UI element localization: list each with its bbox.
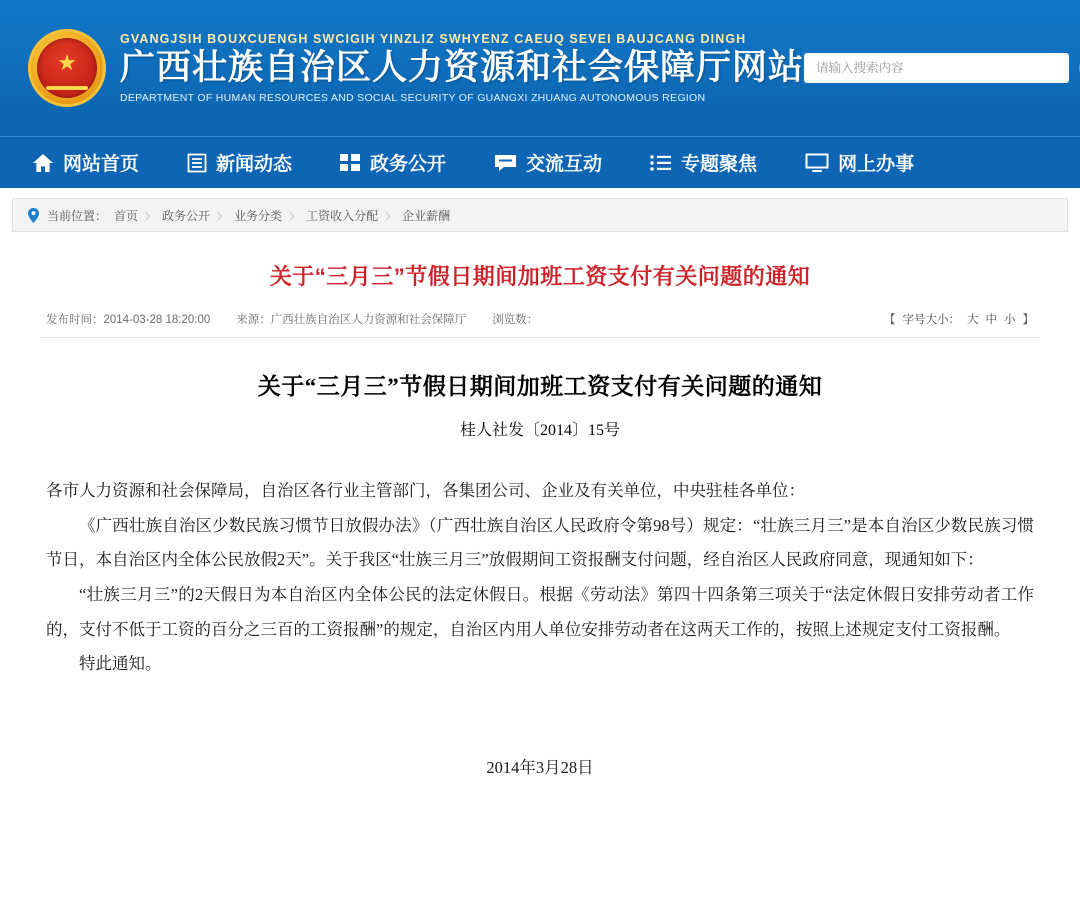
view-count: 浏览数： — [492, 314, 539, 326]
font-size-medium[interactable]: 中 — [985, 314, 997, 326]
site-title: 广西壮族自治区人力资源和社会保障厅网站 — [120, 48, 805, 88]
nav-item-home[interactable] — [8, 137, 163, 189]
bracket-right: 】 — [1022, 314, 1034, 326]
page-title: 关于“三月三”节假日期间加班工资支付有关问题的通知 — [269, 264, 811, 289]
site-header — [0, 0, 1080, 136]
list-icon — [650, 154, 672, 172]
search-box[interactable] — [804, 53, 1069, 83]
search-input[interactable] — [814, 60, 1059, 76]
search-area — [804, 53, 1080, 83]
document-date: 2014年3月28日 — [486, 757, 594, 777]
nav-item-topics[interactable] — [626, 137, 781, 189]
paragraph-provision: “壮族三月三”的2天假日为本自治区内全体公民的法定休假日。根据《劳动法》第四十四条第三项关于“法定休假日安排劳动者工作的，支付不低于工资的百分之三百的工资报酬”的规定，自治区内用人单位安排劳动者在这两天工作的，按照上述规定支付工资报酬。 — [46, 584, 1034, 639]
nav-item-online-service[interactable] — [781, 137, 938, 189]
nav-label-interaction: 交流互动 — [526, 154, 603, 175]
news-icon — [187, 153, 207, 173]
national-emblem-icon: ★ — [28, 29, 106, 107]
chat-icon — [494, 153, 517, 173]
nav-item-news[interactable] — [163, 137, 316, 189]
monitor-icon — [805, 153, 829, 173]
nav-item-government-affairs[interactable] — [316, 137, 470, 189]
site-title-pinyin: GVANGJSIH BOUXCUENGH SWCIGIH YINZLIZ SWHYENZ CAEUQ SEVEI BAUJCANG DINGH — [120, 32, 747, 47]
breadcrumb-prefix: 当前位置： — [47, 208, 108, 223]
location-pin-icon — [27, 208, 40, 223]
paragraph-closing: 特此通知。 — [79, 654, 162, 674]
nav-item-interaction[interactable] — [470, 137, 626, 189]
breadcrumb-item-home[interactable]: 首页 — [114, 208, 139, 223]
breadcrumb-item-business-category[interactable]: 业务分类 — [234, 208, 283, 223]
breadcrumb-separator: 〉 — [289, 211, 300, 223]
document-number: 桂人社发〔2014〕15号 — [459, 422, 620, 439]
grid-icon — [340, 153, 361, 173]
breadcrumb — [12, 198, 1068, 232]
nav-label-online-service: 网上办事 — [838, 154, 915, 175]
paragraph-salutation: 各市人力资源和社会保障局，自治区各行业主管部门，各集团公司、企业及有关单位，中央驻桂各单位： — [46, 481, 805, 500]
font-size-label: 字号大小： — [902, 314, 960, 326]
document-title: 关于“三月三”节假日期间加班工资支付有关问题的通知 — [257, 374, 823, 399]
document-body — [40, 474, 1040, 682]
font-size-small[interactable]: 小 — [1004, 314, 1016, 326]
breadcrumb-separator: 〉 — [385, 211, 396, 223]
nav-label-government-affairs: 政务公开 — [370, 154, 447, 175]
site-titles — [120, 32, 804, 103]
source: 来源：广西壮族自治区人力资源和社会保障厅 — [236, 314, 467, 326]
article — [40, 232, 1040, 778]
bracket-left: 【 — [884, 314, 896, 326]
paragraph-background: 《广西壮族自治区少数民族习惯节日放假办法》（广西壮族自治区人民政府令第98号）规定：“壮族三月三”是本自治区少数民族习惯节日，本自治区内全体公民放假2天”。关于我区“壮族三月三”放假期间工资报酬支付问题，经自治区人民政府同意，现通知如下： — [46, 515, 1034, 570]
breadcrumb-separator: 〉 — [145, 211, 156, 223]
nav-label-home: 网站首页 — [63, 154, 140, 175]
breadcrumb-separator: 〉 — [217, 211, 228, 223]
article-meta — [40, 307, 1040, 338]
breadcrumb-wrapper — [0, 188, 1080, 232]
breadcrumb-item-enterprise-pay[interactable]: 企业薪酬 — [402, 208, 451, 223]
publish-time: 发布时间：2014-03-28 18:20:00 — [46, 314, 211, 326]
font-size-large[interactable]: 大 — [967, 314, 979, 326]
main-navigation — [0, 136, 1080, 188]
font-size-control — [884, 311, 1034, 327]
nav-label-topics: 专题聚焦 — [681, 154, 758, 175]
home-icon — [32, 153, 54, 173]
nav-label-news: 新闻动态 — [216, 154, 293, 175]
breadcrumb-item-government-affairs[interactable]: 政务公开 — [162, 208, 211, 223]
breadcrumb-item-wage-distribution[interactable]: 工资收入分配 — [306, 208, 379, 223]
site-title-english: DEPARTMENT OF HUMAN RESOURCES AND SOCIAL SECURITY OF GUANGXI ZHUANG AUTONOMOUS REGION — [120, 91, 706, 104]
